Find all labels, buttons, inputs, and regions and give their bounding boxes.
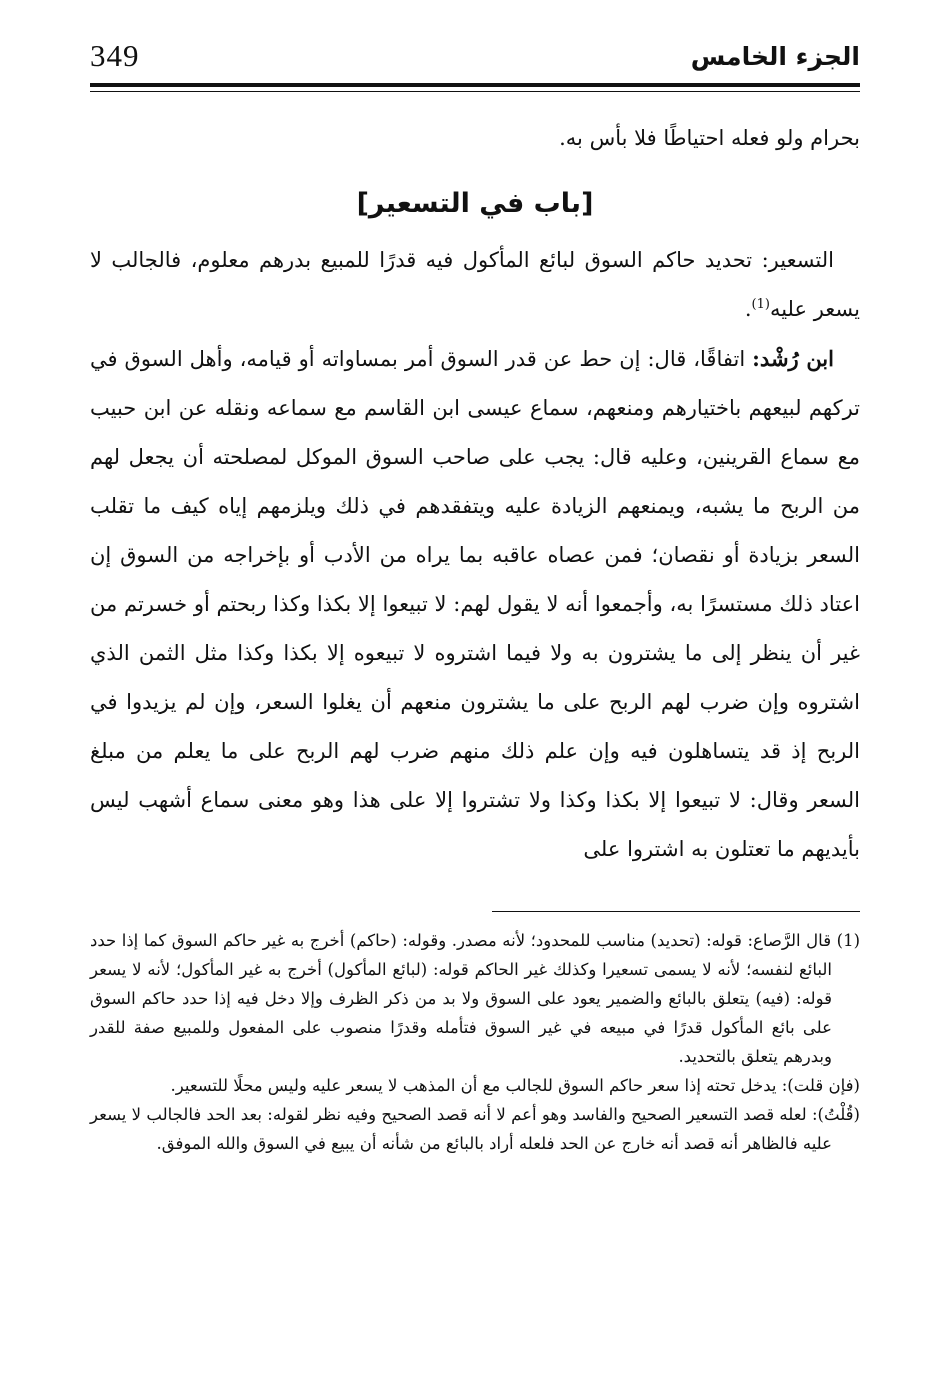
page-header (90, 32, 860, 78)
header-rule-thin (90, 91, 860, 92)
footnote-1: (1) قال الرَّصاع: قوله: (تحديد) مناسب للمحدود؛ لأنه مصدر. وقوله: (حاكم) أخرج به غير حاكم السوق كما إذا حدد البائع لنفسه؛ لأنه لا يسمى تسعيرا وكذلك غير الحاكم قوله: (لبائع المأكول) أخرج به غير المأكول؛ لأنه لا يسعر قوله: (فيه) يتعلق بالبائع والضمير يعود على السوق ولا بد من ذكر الظرف وإلا دخل فيه إذا حدد حاكم السوق على بائع المأكول قدرًا في مبيعه في غير السوق فتأمله وقدرًا منصوب على المفعول وللمبيع صفة للقدر وبدرهم يتعلق بالتحديد. (90, 931, 860, 1066)
ibn-rushd-text: اتفاقًا، قال: إن حط عن قدر السوق أمر بمساواته أو قيامه، وأهل السوق في تركهم لبيعهم باختيارهم ومنعهم، سماع عيسى ابن القاسم مع سماعه ونقله عن ابن حبيب مع سماع القرينين، وعليه قال: يجب على صاحب السوق الموكل لمصلحته أن يجعل لهم من الربح ما يشبه، ويمنعهم الزيادة عليه ويتفقدهم في ذلك ويلزمهم إياه كيف ما تقلب السعر بزيادة أو نقصان؛ فمن عصاه عاقبه بما يراه من الأدب أو بإخراجه من السوق إن اعتاد ذلك مستسرًا به، وأجمعوا أنه لا يقول لهم: لا تبيعوا إلا بكذا وكذا ربحتم أو خسرتم من غير أن ينظر إلى ما يشترون به ولا فيما اشتروه لا تبيعوه إلا بكذا وكذا مثل الثمن الذي اشتروه وإن ضرب لهم الربح على ما يشترون منعهم أن يغلوا السعر، وإن لم يزيدوا في الربح إذ قد يتساهلون فيه وإن علم ذلك منهم ضرب لهم الربح على ما يعلم من مبلغ السعر وقال: لا تبيعوا إلا بكذا وكذا ولا تشتروا إلا على هذا وهو معنى سماع أشهب ليس بأيديهم ما تعتلون به اشتروا على (90, 347, 860, 861)
page-number: 349 (90, 38, 140, 73)
chapter-title: [باب في التسعير] (356, 188, 594, 219)
footnote-separator (492, 911, 860, 912)
speaker-name: ابن رُشْد: (752, 346, 834, 371)
main-text (90, 114, 860, 874)
paragraph-continuation: بحرام ولو فعله احتياطًا فلا بأس به. (559, 126, 860, 150)
footnote-ref-1[interactable]: (1) (751, 297, 770, 312)
definition-end: . (744, 297, 752, 321)
header-rule-thick (90, 83, 860, 87)
paragraph-definition (90, 236, 860, 334)
paragraph-ibn-rushd (90, 334, 860, 874)
definition-text: التسعير: تحديد حاكم السوق لبائع المأكول فيه قدرًا للمبيع بدرهم معلوم، فالجالب لا يسعر عليه (90, 248, 860, 321)
footnote-reply: (قُلْتُ): لعله قصد التسعير الصحيح والفاسد وهو أعم لا أنه قصد الصحيح وفيه نظر لقوله: بعد الحد فالجالب لا يسعر عليه فالظاهر أنه قصد أنه خارج عن الحد فلعله أراد بالبائع من شأنه أن يبيع في السوق والله الموفق. (90, 1105, 860, 1153)
footnotes (90, 926, 860, 1158)
footnote-objection: (فإن قلت): يدخل تحته إذا سعر حاكم السوق للجالب مع أن المذهب لا يسعر عليه وليس محلًا للتسعير. (170, 1076, 860, 1095)
running-title: الجزء الخامس (690, 42, 860, 71)
